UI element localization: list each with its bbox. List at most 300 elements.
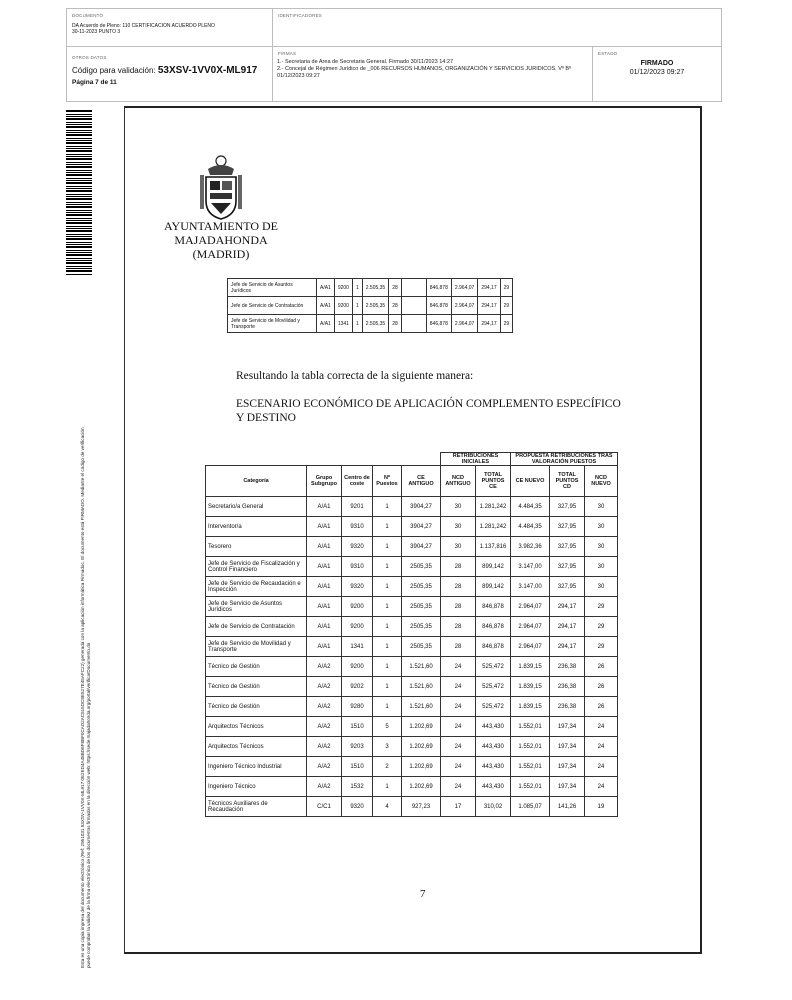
- barcode-bar: [66, 262, 92, 264]
- table-cell: 236,38: [550, 657, 585, 677]
- column-header: CE NUEVO: [511, 466, 550, 497]
- top-table-row: [228, 279, 513, 297]
- firmas-label: FIRMAS: [278, 51, 297, 56]
- barcode-bar: [66, 236, 92, 237]
- table-cell: 3904,27: [402, 497, 441, 517]
- top-table-cell: Jefe de Servicio de Movilidad y Transporte: [228, 315, 317, 333]
- barcode-bar: [66, 178, 92, 179]
- estado-label: ESTADO: [598, 51, 618, 56]
- table-row: [206, 617, 618, 637]
- identificadores-cell: [273, 9, 721, 47]
- codigo-label: Código para validación:: [72, 66, 156, 75]
- top-table-cell: 29: [500, 279, 513, 297]
- table-cell: Tesorero: [206, 537, 307, 557]
- ayuntamiento-line-1: AYUNTAMIENTO DE: [163, 219, 279, 233]
- barcode-bar: [66, 134, 92, 136]
- table-cell: 525,472: [476, 697, 511, 717]
- table-cell: 846,878: [476, 617, 511, 637]
- barcode-bar: [66, 164, 92, 165]
- table-cell: Jefe de Servicio de Recaudación e Inspección: [206, 577, 307, 597]
- table-cell: 1.521,60: [402, 657, 441, 677]
- table-row: [206, 537, 618, 557]
- table-cell: 443,430: [476, 717, 511, 737]
- table-cell: 17: [441, 797, 476, 817]
- column-header: NCD NUEVO: [585, 466, 618, 497]
- firma-2-date: 01/12/2023 09:27: [277, 73, 320, 79]
- barcode-bar: [66, 218, 92, 219]
- coat-of-arms-icon: [198, 153, 244, 221]
- table-cell: 9310: [342, 557, 373, 577]
- table-cell: A/A1: [307, 597, 342, 617]
- table-cell: 197,34: [550, 717, 585, 737]
- top-table-cell: 9200: [334, 279, 352, 297]
- side-text-line-2: puede comprobar la validez de la firma electrónica de los documentos firmados en la dirección web: https://sede.majadahonda.org/portal/verificarDocumento.do: [86, 642, 91, 968]
- table-cell: 927,23: [402, 797, 441, 817]
- table-cell: 30: [585, 577, 618, 597]
- side-verification-text: [80, 268, 92, 968]
- table-cell: 30: [441, 537, 476, 557]
- table-cell: 3904,27: [402, 537, 441, 557]
- barcode-bar: [66, 228, 92, 229]
- table-cell: 24: [585, 717, 618, 737]
- table-cell: 9200: [342, 617, 373, 637]
- table-cell: 30: [585, 537, 618, 557]
- table-cell: 1.202,69: [402, 737, 441, 757]
- table-cell: 2: [373, 757, 402, 777]
- page-count: Página 7 de 11: [72, 79, 117, 86]
- table-cell: 1.202,69: [402, 777, 441, 797]
- table-cell: 3: [373, 737, 402, 757]
- table-cell: 1.839,15: [511, 657, 550, 677]
- table-cell: 1.281,242: [476, 497, 511, 517]
- table-cell: 443,430: [476, 757, 511, 777]
- table-row: [206, 717, 618, 737]
- table-cell: 26: [585, 657, 618, 677]
- barcode-bar: [66, 124, 92, 125]
- barcode-bar: [66, 118, 92, 120]
- firmas-cell: [273, 47, 593, 101]
- table-cell: 525,472: [476, 657, 511, 677]
- table-cell: 1.085,07: [511, 797, 550, 817]
- table-cell: 1: [373, 697, 402, 717]
- table-cell: Interventor/a: [206, 517, 307, 537]
- validation-code: [72, 65, 257, 76]
- barcode-image: [66, 108, 92, 278]
- top-table-cell: 29: [500, 315, 513, 333]
- top-table-cell: 846,878: [426, 297, 451, 315]
- table-cell: 24: [585, 777, 618, 797]
- table-cell: 294,17: [550, 597, 585, 617]
- estado-cell: [593, 47, 721, 101]
- barcode-bar: [66, 110, 92, 112]
- top-table-cell: 2.964,07: [451, 315, 477, 333]
- barcode-bar: [66, 150, 92, 152]
- column-header: CE ANTIGUO: [402, 466, 441, 497]
- column-header: Centro de coste: [342, 466, 373, 497]
- ayuntamiento-line-2: MAJADAHONDA: [174, 233, 268, 247]
- table-cell: 28: [441, 597, 476, 617]
- table-cell: 4: [373, 797, 402, 817]
- table-cell: 1.839,15: [511, 697, 550, 717]
- table-cell: 1: [373, 617, 402, 637]
- table-cell: 1: [373, 677, 402, 697]
- table-cell: 24: [441, 717, 476, 737]
- table-cell: 24: [585, 757, 618, 777]
- barcode-bar: [66, 116, 92, 117]
- table-cell: 197,34: [550, 757, 585, 777]
- table-cell: 1.137,816: [476, 537, 511, 557]
- table-cell: 9203: [342, 737, 373, 757]
- estado-date: 01/12/2023 09:27: [629, 69, 685, 76]
- table-cell: 3904,27: [402, 517, 441, 537]
- document-page: [124, 106, 702, 954]
- table-cell: 1: [373, 497, 402, 517]
- table-row: [206, 697, 618, 717]
- signature-header: [66, 8, 722, 102]
- top-table-cell: A/A1: [317, 297, 335, 315]
- table-cell: 1: [373, 517, 402, 537]
- table-row: [206, 517, 618, 537]
- table-cell: A/A1: [307, 637, 342, 657]
- table-cell: 1510: [342, 717, 373, 737]
- table-cell: 1.839,15: [511, 677, 550, 697]
- table-cell: 1: [373, 537, 402, 557]
- table-cell: A/A2: [307, 697, 342, 717]
- table-cell: 2505,35: [402, 637, 441, 657]
- table-row: [206, 797, 618, 817]
- escenario-heading-line-2: Y DESTINO: [236, 412, 296, 424]
- table-cell: 2.964,07: [511, 617, 550, 637]
- table-cell: 30: [585, 557, 618, 577]
- table-cell: Jefe de Servicio de Asuntos Jurídicos: [206, 597, 307, 617]
- table-cell: A/A2: [307, 717, 342, 737]
- barcode-bar: [66, 126, 92, 128]
- table-cell: 294,17: [550, 637, 585, 657]
- top-table-cell: A/A1: [317, 315, 335, 333]
- otros-datos-label: OTROS DATOS: [72, 55, 107, 60]
- table-cell: 24: [441, 757, 476, 777]
- table-cell: 1: [373, 637, 402, 657]
- top-table-cell: 1: [352, 297, 362, 315]
- barcode-bar: [66, 166, 92, 168]
- table-cell: 24: [441, 677, 476, 697]
- top-table: [227, 278, 513, 333]
- table-cell: 1: [373, 577, 402, 597]
- table-cell: 1.552,01: [511, 777, 550, 797]
- table-cell: 9320: [342, 577, 373, 597]
- table-cell: 1: [373, 657, 402, 677]
- barcode-bar: [66, 138, 92, 139]
- column-header: TOTAL PUNTOS CD: [550, 466, 585, 497]
- side-text-line-1: Esta es una copia impresa del documento electrónico (Ref: 2951031 53XSV-1VV0X-ML917 0E2ED4A48BD6F8BF0CAD2AC515DC8E527E45AFC22) generada con la aplicación informática Firmadoc. El documento está FIRMADO. Mediante el código de verificación: [80, 427, 85, 968]
- table-cell: 294,17: [550, 617, 585, 637]
- top-table-cell: 2.505,35: [362, 279, 388, 297]
- table-cell: 1.521,60: [402, 697, 441, 717]
- barcode-bar: [66, 114, 92, 115]
- barcode-bar: [66, 252, 92, 253]
- table-row: [206, 757, 618, 777]
- table-cell: 24: [441, 737, 476, 757]
- top-table-blank-cell: [401, 315, 426, 333]
- barcode-bar: [66, 204, 92, 205]
- barcode-bar: [66, 186, 92, 187]
- top-table-cell: 28: [389, 279, 402, 297]
- column-header: Nº Puestos: [373, 466, 402, 497]
- barcode-bar: [66, 194, 92, 195]
- table-cell: 28: [441, 637, 476, 657]
- firma-1: 1.- Secretaria de Area de Secretaria General. Firmado 30/11/2023 14:27: [277, 59, 454, 65]
- table-cell: 24: [441, 777, 476, 797]
- table-cell: 9320: [342, 797, 373, 817]
- top-table-cell: 1: [352, 279, 362, 297]
- barcode-bar: [66, 130, 92, 131]
- top-table-cell: 2.964,07: [451, 279, 477, 297]
- top-table-cell: 2.964,07: [451, 297, 477, 315]
- column-header: Grupo Subgrupo: [307, 466, 342, 497]
- top-table-cell: 294,17: [478, 315, 500, 333]
- table-cell: Técnico de Gestión: [206, 697, 307, 717]
- table-cell: 846,878: [476, 637, 511, 657]
- table-cell: 1: [373, 777, 402, 797]
- top-table-cell: 1: [352, 315, 362, 333]
- table-cell: A/A2: [307, 657, 342, 677]
- table-cell: 9280: [342, 697, 373, 717]
- table-cell: 1.281,242: [476, 517, 511, 537]
- table-cell: 28: [441, 577, 476, 597]
- top-table-row: [228, 297, 513, 315]
- table-cell: 2505,35: [402, 577, 441, 597]
- barcode-bar: [66, 222, 92, 224]
- barcode-bar: [66, 154, 92, 155]
- table-cell: 3.982,36: [511, 537, 550, 557]
- table-cell: A/A2: [307, 757, 342, 777]
- table-cell: 327,95: [550, 557, 585, 577]
- table-cell: 236,38: [550, 677, 585, 697]
- top-table-row: [228, 315, 513, 333]
- table-cell: 19: [585, 797, 618, 817]
- table-row: [206, 577, 618, 597]
- otros-datos-cell: [67, 47, 273, 101]
- top-table-blank-cell: [401, 297, 426, 315]
- barcode-bar: [66, 238, 92, 240]
- table-cell: 1.552,01: [511, 737, 550, 757]
- table-row: [206, 777, 618, 797]
- table-cell: 9202: [342, 677, 373, 697]
- top-table-cell: Jefe de Servicio de Contratación: [228, 297, 317, 315]
- table-cell: 1532: [342, 777, 373, 797]
- table-cell: Arquitectos Técnicos: [206, 737, 307, 757]
- top-table-cell: 9200: [334, 297, 352, 315]
- table-cell: 5: [373, 717, 402, 737]
- barcode-bar: [66, 172, 92, 173]
- top-table-cell: 294,17: [478, 297, 500, 315]
- escenario-heading-line-1: ESCENARIO ECONÓMICO DE APLICACIÓN COMPLEMENTO ESPECÍFICO: [236, 398, 621, 410]
- table-cell: 30: [585, 497, 618, 517]
- barcode-bar: [66, 198, 92, 200]
- firma-2: 2.- Concejal de Régimen Jurídico de _006 RECURSOS HUMANOS, ORGANIZACIÓN Y SERVICIOS JURIDICOS. Vº Bº: [277, 66, 572, 72]
- top-table-cell: 2.505,35: [362, 297, 388, 315]
- top-table-cell: 846,878: [426, 279, 451, 297]
- barcode-bar: [66, 132, 92, 133]
- barcode-bar: [66, 260, 92, 261]
- table-cell: Ingeniero Técnico: [206, 777, 307, 797]
- table-cell: 899,142: [476, 557, 511, 577]
- table-cell: Técnico de Gestión: [206, 657, 307, 677]
- barcode-bar: [66, 244, 92, 245]
- table-cell: A/A1: [307, 557, 342, 577]
- table-row: [206, 637, 618, 657]
- escenario-table: [205, 452, 618, 817]
- barcode-bar: [66, 174, 92, 176]
- table-cell: 26: [585, 697, 618, 717]
- table-cell: 30: [585, 517, 618, 537]
- table-cell: 2.964,07: [511, 597, 550, 617]
- table-cell: 3.147,00: [511, 577, 550, 597]
- barcode-bar: [66, 226, 92, 227]
- table-cell: 9201: [342, 497, 373, 517]
- table-cell: C/C1: [307, 797, 342, 817]
- barcode-bar: [66, 188, 92, 189]
- table-cell: Secretario/a General: [206, 497, 307, 517]
- table-cell: 26: [585, 677, 618, 697]
- table-cell: 4.484,35: [511, 517, 550, 537]
- table-cell: Técnicos Auxiliares de Recaudación: [206, 797, 307, 817]
- documento-value: DA Acuerdo de Pleno: 110 CERTIFICACION ACUERDO PLENO 30-11-2023 PUNTO 3: [72, 23, 215, 35]
- table-cell: 3.147,00: [511, 557, 550, 577]
- barcode-bar: [66, 158, 92, 160]
- table-row: [206, 677, 618, 697]
- barcode-bar: [66, 122, 92, 123]
- barcode-bar: [66, 182, 92, 184]
- top-table-cell: 846,878: [426, 315, 451, 333]
- table-cell: 1.552,01: [511, 757, 550, 777]
- table-cell: 24: [585, 737, 618, 757]
- barcode-bar: [66, 266, 92, 267]
- group-header-propuesta: PROPUESTA RETRIBUCIONES TRAS VALORACIÓN PUESTOS: [511, 453, 618, 466]
- table-cell: 327,95: [550, 497, 585, 517]
- table-cell: 28: [441, 617, 476, 637]
- top-table-cell: Jefe de Servicio de Asuntos Jurídicos: [228, 279, 317, 297]
- documento-cell: [67, 9, 273, 47]
- table-cell: 197,34: [550, 777, 585, 797]
- documento-label: DOCUMENTO: [72, 13, 104, 18]
- table-row: [206, 737, 618, 757]
- table-cell: Técnico de Gestión: [206, 677, 307, 697]
- table-cell: 24: [441, 657, 476, 677]
- table-cell: A/A2: [307, 737, 342, 757]
- table-cell: 236,38: [550, 697, 585, 717]
- top-table-cell: 1341: [334, 315, 352, 333]
- table-cell: Jefe de Servicio de Fiscalización y Control Financiero: [206, 557, 307, 577]
- table-cell: Ingeniero Técnico Industrial: [206, 757, 307, 777]
- barcode-bar: [66, 196, 92, 197]
- barcode-bar: [66, 190, 92, 192]
- barcode-bar: [66, 214, 92, 216]
- column-header: NCD ANTIGUO: [441, 466, 476, 497]
- barcode-bar: [66, 142, 92, 144]
- table-cell: A/A2: [307, 777, 342, 797]
- barcode-bar: [66, 170, 92, 171]
- barcode-bar: [66, 250, 92, 251]
- codigo-value: 53XSV-1VV0X-ML917: [157, 65, 258, 76]
- barcode-bar: [66, 140, 92, 141]
- table-cell: 2505,35: [402, 597, 441, 617]
- table-cell: 310,02: [476, 797, 511, 817]
- table-cell: 28: [441, 557, 476, 577]
- table-cell: 30: [441, 497, 476, 517]
- table-row: [206, 657, 618, 677]
- table-cell: 2505,35: [402, 617, 441, 637]
- table-cell: 327,95: [550, 577, 585, 597]
- table-row: [206, 497, 618, 517]
- barcode-bar: [66, 206, 92, 208]
- barcode-bar: [66, 230, 92, 232]
- top-table-blank-cell: [401, 279, 426, 297]
- table-cell: Jefe de Servicio de Movilidad y Transporte: [206, 637, 307, 657]
- barcode-bar: [66, 242, 92, 243]
- top-table-cell: 28: [389, 297, 402, 315]
- table-cell: 1.552,01: [511, 717, 550, 737]
- table-cell: A/A1: [307, 497, 342, 517]
- table-cell: 30: [441, 517, 476, 537]
- table-cell: 443,430: [476, 737, 511, 757]
- table-cell: Jefe de Servicio de Contratación: [206, 617, 307, 637]
- table-row: [206, 557, 618, 577]
- top-table-cell: 29: [500, 297, 513, 315]
- barcode-bar: [66, 146, 92, 147]
- table-cell: A/A1: [307, 577, 342, 597]
- barcode-bar: [66, 220, 92, 221]
- table-cell: 29: [585, 597, 618, 617]
- table-cell: 1510: [342, 757, 373, 777]
- table-cell: 1: [373, 597, 402, 617]
- table-cell: 9310: [342, 517, 373, 537]
- table-cell: A/A1: [307, 617, 342, 637]
- barcode-bar: [66, 254, 92, 256]
- table-cell: 29: [585, 637, 618, 657]
- barcode-bar: [66, 180, 92, 181]
- table-cell: 2.964,07: [511, 637, 550, 657]
- top-table-cell: 28: [389, 315, 402, 333]
- table-cell: 9320: [342, 537, 373, 557]
- table-cell: A/A1: [307, 517, 342, 537]
- column-header: TOTAL PUNTOS CE: [476, 466, 511, 497]
- table-cell: 1.202,69: [402, 717, 441, 737]
- table-cell: 846,878: [476, 597, 511, 617]
- top-table-cell: 2.505,35: [362, 315, 388, 333]
- table-cell: 1.202,69: [402, 757, 441, 777]
- table-cell: A/A1: [307, 537, 342, 557]
- barcode-bar: [66, 246, 92, 248]
- barcode-bar: [66, 156, 92, 157]
- estado-value: FIRMADO: [640, 60, 674, 67]
- barcode-bar: [66, 258, 92, 259]
- table-cell: A/A2: [307, 677, 342, 697]
- table-cell: 327,95: [550, 517, 585, 537]
- barcode-bar: [66, 234, 92, 235]
- table-cell: 24: [441, 697, 476, 717]
- identificadores-label: IDENTIFICADORES: [278, 13, 323, 18]
- column-header: Categoría: [206, 466, 307, 497]
- barcode-bar: [66, 162, 92, 163]
- barcode-bar: [66, 202, 92, 203]
- table-cell: 443,430: [476, 777, 511, 797]
- top-table-cell: 294,17: [478, 279, 500, 297]
- barcode-bar: [66, 212, 92, 213]
- table-cell: 9200: [342, 597, 373, 617]
- resultando-paragraph: Resultando la tabla correcta de la siguiente manera:: [236, 370, 474, 382]
- table-cell: 1.521,60: [402, 677, 441, 697]
